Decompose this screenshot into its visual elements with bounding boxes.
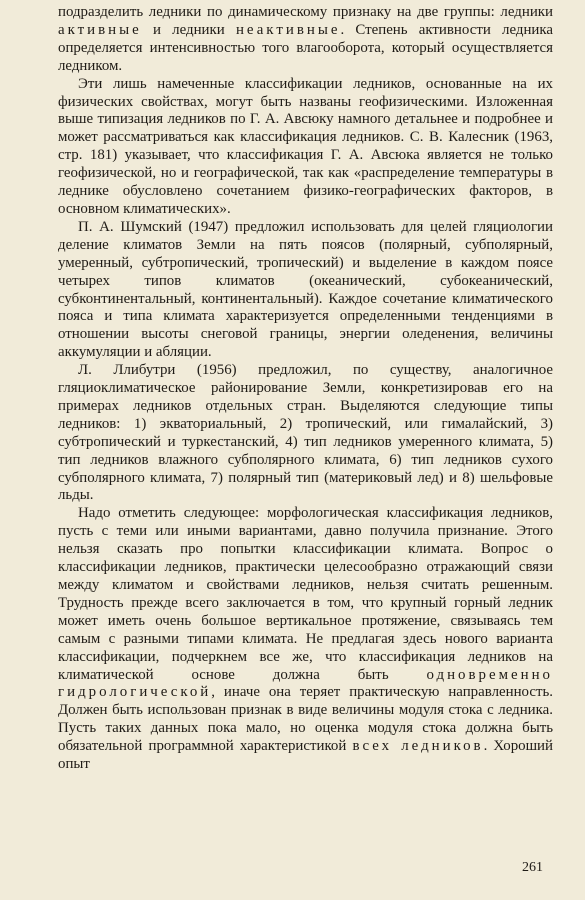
text-run: . Степень активности ледника определяется интенсивностью того влагооборота, который осуществляется ледником. xyxy=(58,21,553,74)
text-run: Надо отметить следующее: морфологическая классификация ледников, пусть с теми или иными вариантами, давно получила признание. Этого нельзя сказать про попытки классификации климата. Вопрос о классификации ледников, практически целесообразно отражающий связи между климатом и свойствами ледников, нельзя считать решенным. Трудность прежде всего заключается в том, что крупный горный ледник может иметь очень большое вертикальное протяжение, связываясь тем самым с разными типами климата. Не предлагая здесь нового варианта классификации, подчеркнем все же, что классификация ледников на климатической основе должна быть xyxy=(58,505,553,683)
text-run: . Хороший опыт xyxy=(58,738,553,773)
paragraph xyxy=(58,76,553,219)
text-run: П. А. Шумский (1947) предложил использовать для целей гляциологии деление климатов Земли на пять поясов (полярный, субполярный, умеренный, субтропический, тропический) и выделение в каждом поясе четырех типов климатов (океанический, субокеанический, субконтинентальный, континентальный). Каждое сочетание климатического пояса и типа климата характеризуется определенными тенденциями в отношении высоты снеговой границы, энергии оледенения, величины аккумуляции и абляции. xyxy=(58,218,553,361)
text-run: Л. Ллибутри (1956) предложил, по существу, аналогичное гляциоклиматическое районирование Земли, конкретизировав его на примерах ледников отдельных стран. Выделяются следующие типы ледников: 1) экваториальный, 2) тропический, или гималайский, 3) субтропический и туркестанский, 4) тип ледников умеренного климата, 5) тип ледников влажного субполярного климата, 6) тип ледников сухого субполярного климата, 7) полярный тип (материковый лед) и 8) шельфовые льды. xyxy=(58,362,553,504)
paragraph xyxy=(58,219,553,362)
paragraph xyxy=(58,4,553,76)
text-run: и ледники xyxy=(141,21,236,38)
spaced-emphasis: одновременно гидрологической xyxy=(58,666,553,701)
spaced-emphasis: активные xyxy=(58,21,142,38)
body-text xyxy=(58,4,553,774)
text-run: , иначе она теряет практическую направленность. Должен быть использован признак в виде величины модуля стока с ледника. Пусть таких данных пока мало, но оценка модуля стока должна быть обязательной программной характеристикой xyxy=(58,684,553,755)
paragraph xyxy=(58,362,553,505)
spaced-emphasis: всех ледников xyxy=(352,738,484,755)
text-run: подразделить ледники по динамическому признаку на две группы: ледники xyxy=(58,4,553,20)
paragraph xyxy=(58,505,553,774)
text-run: Эти лишь намеченные классификации ледников, основанные на их физических свойствах, могут быть названы геофизическими. Изложенная выше типизация ледников по Г. А. Авсюку намного детальнее и подробнее и может рассматриваться как классификация ледников. С. В. Калесник (1963, стр. 181) указывает, что классификация Г. А. Авсюка является не только геофизической, но и географической, так как «распределение температуры в леднике обусловлено сочетанием физико-географических факторов, в основном климатических». xyxy=(58,75,553,217)
page-number: 261 xyxy=(522,860,543,875)
spaced-emphasis: неактивные xyxy=(235,21,341,38)
